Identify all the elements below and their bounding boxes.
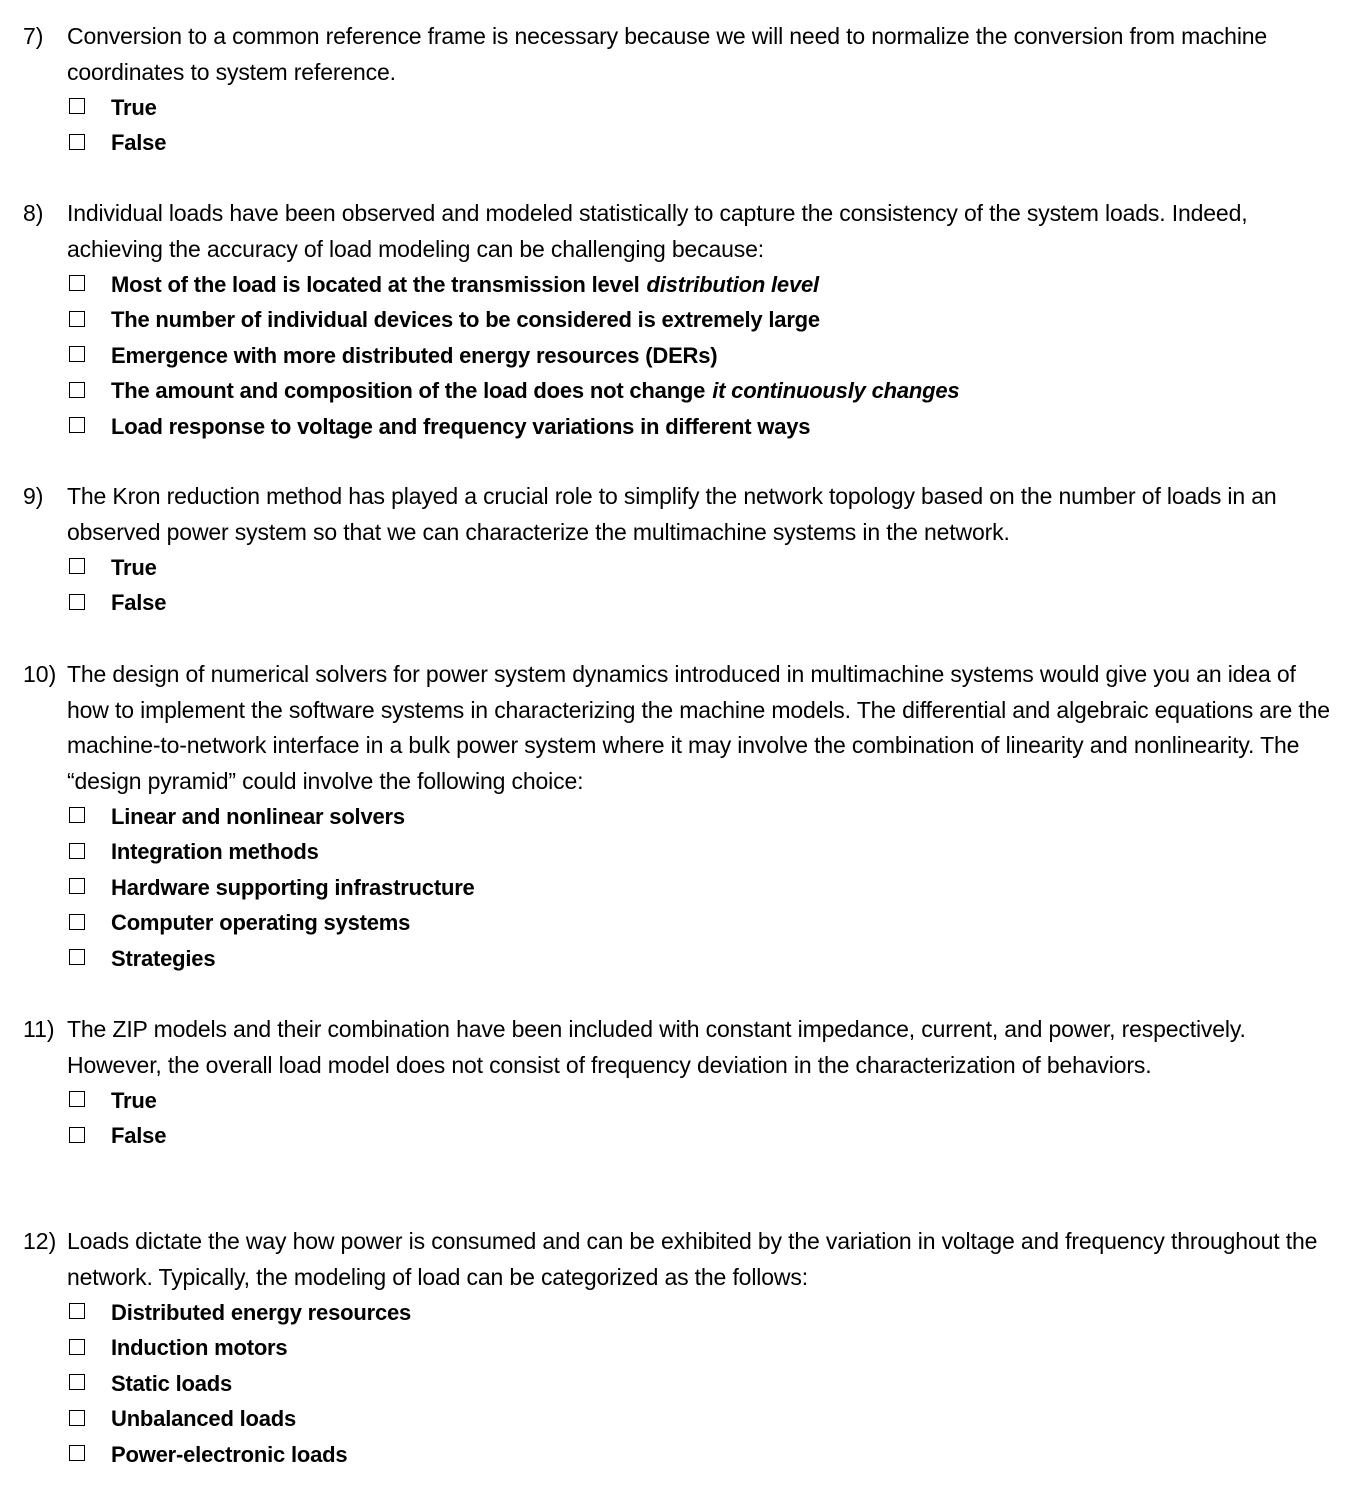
option-correction: distribution level [646, 271, 819, 297]
option-item[interactable] [69, 550, 1335, 586]
option-label: Integration methods [111, 839, 319, 865]
question-number: 7) [23, 23, 44, 49]
options-list [69, 1083, 1335, 1154]
checkbox[interactable] [69, 98, 85, 114]
option-label: Static loads [111, 1370, 233, 1396]
option-label: Emergence with more distributed energy resources (DERs) [111, 342, 718, 368]
options-list [69, 799, 1335, 977]
checkbox[interactable] [69, 594, 85, 610]
option-item[interactable] [69, 1437, 1335, 1473]
checkbox[interactable] [69, 346, 85, 362]
question-number: 8) [23, 200, 44, 226]
question-number: 10) [23, 661, 57, 687]
option-label: Induction motors [111, 1335, 288, 1361]
option-label: False [111, 1123, 167, 1149]
checkbox[interactable] [69, 558, 85, 574]
option-item[interactable] [69, 1331, 1335, 1367]
option-item[interactable] [69, 799, 1335, 835]
question-8 [23, 196, 1335, 445]
question-12 [23, 1224, 1335, 1473]
option-item[interactable] [69, 267, 1335, 303]
checkbox[interactable] [69, 134, 85, 150]
checkbox[interactable] [69, 382, 85, 398]
question-number: 11) [23, 1016, 55, 1042]
option-label: Linear and nonlinear solvers [111, 803, 405, 829]
checkbox[interactable] [69, 1091, 85, 1107]
option-item[interactable] [69, 1083, 1335, 1119]
question-text: The design of numerical solvers for power system dynamics introduced in multimachine systems would give you an idea of how to implement the software systems in characterizing the machine models. The differential and algebraic equations are the machine-to-network interface in a bulk power system where it may involve the combination of linearity and nonlinearity. The “design pyramid” could involve the following choice: [67, 661, 1330, 794]
option-item[interactable] [69, 870, 1335, 906]
option-item[interactable] [69, 338, 1335, 374]
option-item[interactable] [69, 409, 1335, 445]
question-text: The ZIP models and their combination have been included with constant impedance, current, and power, respectively. However, the overall load model does not consist of frequency deviation in the characterization of behaviors. [67, 1016, 1246, 1078]
checkbox[interactable] [69, 1127, 85, 1143]
checkbox[interactable] [69, 1410, 85, 1426]
option-label: False [111, 130, 167, 156]
question-11 [23, 1012, 1335, 1154]
options-list [69, 90, 1335, 161]
question-9 [23, 479, 1335, 621]
option-item[interactable] [69, 1119, 1335, 1155]
checkbox[interactable] [69, 843, 85, 859]
question-text: Individual loads have been observed and modeled statistically to capture the consistency of the system loads. Indeed, achieving the accuracy of load modeling can be challenging because: [67, 200, 1248, 262]
checkbox[interactable] [69, 1303, 85, 1319]
option-label: The amount and composition of the load does not change [111, 378, 706, 404]
question-text: Conversion to a common reference frame is necessary because we will need to normalize the conversion from machine coordinates to system reference. [67, 23, 1268, 85]
option-item[interactable] [69, 835, 1335, 871]
checkbox[interactable] [69, 878, 85, 894]
question-number: 9) [23, 483, 44, 509]
question-text: The Kron reduction method has played a crucial role to simplify the network topology based on the number of loads in an observed power system so that we can characterize the multimachine systems in the network. [67, 483, 1277, 545]
option-label: Computer operating systems [111, 910, 411, 936]
option-item[interactable] [69, 90, 1335, 126]
option-item[interactable] [69, 126, 1335, 162]
checkbox[interactable] [69, 1445, 85, 1461]
option-label: The number of individual devices to be considered is extremely large [111, 307, 820, 333]
checkbox[interactable] [69, 807, 85, 823]
option-label: Most of the load is located at the transmission level [111, 271, 640, 297]
checkbox[interactable] [69, 1374, 85, 1390]
question-text: Loads dictate the way how power is consumed and can be exhibited by the variation in voltage and frequency throughout the network. Typically, the modeling of load can be categorized as the follows: [67, 1228, 1318, 1290]
question-7 [23, 19, 1335, 161]
option-item[interactable] [69, 374, 1335, 410]
checkbox[interactable] [69, 914, 85, 930]
option-label: True [111, 554, 157, 580]
checkbox[interactable] [69, 311, 85, 327]
option-item[interactable] [69, 586, 1335, 622]
options-list [69, 1295, 1335, 1473]
question-number: 12) [23, 1228, 57, 1254]
option-label: False [111, 590, 167, 616]
option-item[interactable] [69, 1366, 1335, 1402]
checkbox[interactable] [69, 1339, 85, 1355]
option-label: True [111, 94, 157, 120]
option-label: Strategies [111, 945, 216, 971]
option-item[interactable] [69, 941, 1335, 977]
option-label: Unbalanced loads [111, 1406, 297, 1432]
option-correction: it continuously changes [712, 378, 960, 404]
option-label: Load response to voltage and frequency variations in different ways [111, 413, 811, 439]
option-item[interactable] [69, 1402, 1335, 1438]
option-item[interactable] [69, 1295, 1335, 1331]
options-list [69, 550, 1335, 621]
checkbox[interactable] [69, 417, 85, 433]
option-label: Power-electronic loads [111, 1441, 348, 1467]
option-item[interactable] [69, 303, 1335, 339]
checkbox[interactable] [69, 275, 85, 291]
question-10 [23, 657, 1335, 977]
option-item[interactable] [69, 906, 1335, 942]
option-label: Distributed energy resources [111, 1299, 412, 1325]
options-list [69, 267, 1335, 445]
option-label: Hardware supporting infrastructure [111, 874, 475, 900]
checkbox[interactable] [69, 949, 85, 965]
option-label: True [111, 1087, 157, 1113]
